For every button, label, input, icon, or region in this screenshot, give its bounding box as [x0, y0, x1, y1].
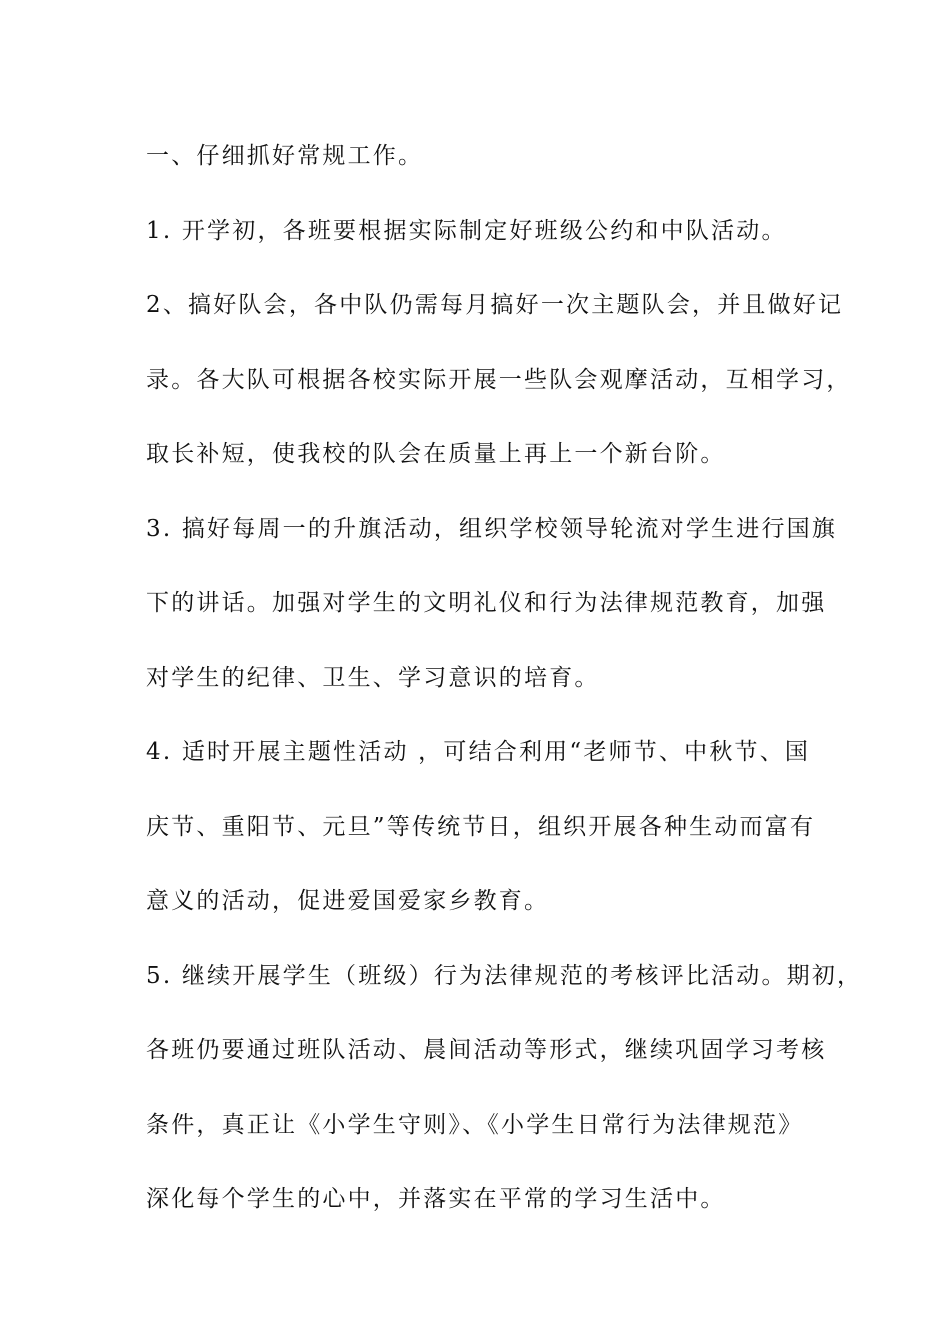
paragraph-line: 深化每个学生的心中，并落实在平常的学习生活中。 [146, 1186, 726, 1212]
paragraph-line: 取长补短，使我校的队会在质量上再上一个新台阶。 [146, 441, 726, 467]
paragraph-line: 4. 适时开展主题性活动 ，可结合利用“老师节、中秋节、国 [146, 739, 811, 765]
paragraph-line: 庆节、重阳节、元旦”等传统节日，组织开展各种生动而富有 [146, 813, 816, 840]
paragraph-line: 各班仍要通过班队活动、晨间活动等形式，继续巩固学习考核 [146, 1037, 827, 1063]
paragraph-line: 对学生的纪律、卫生、学习意识的培育。 [146, 664, 600, 691]
paragraph-line: 意义的活动，促进爱国爱家乡教育。 [146, 888, 550, 914]
paragraph-line: 条件，真正让《小学生守则》、《小学生日常行为法律规范》 [146, 1111, 804, 1138]
section-heading: 一、仔细抓好常规工作。 [146, 143, 424, 169]
document-body [146, 134, 863, 1252]
paragraph-line: 1. 开学初，各班要根据实际制定好班级公约和中队活动。 [146, 217, 787, 244]
paragraph-line: 录。各大队可根据各校实际开展一些队会观摩活动，互相学习， [146, 366, 852, 393]
paragraph-line: 2、搞好队会，各中队仍需每月搞好一次主题队会，并且做好记 [146, 292, 844, 318]
paragraph-line: 3. 搞好每周一的升旗活动，组织学校领导轮流对学生进行国旗 [146, 515, 838, 542]
paragraph-line: 5. 继续开展学生（班级）行为法律规范的考核评比活动。期初， [146, 962, 863, 989]
paragraph-line: 下的讲话。加强对学生的文明礼仪和行为法律规范教育，加强 [146, 590, 827, 616]
